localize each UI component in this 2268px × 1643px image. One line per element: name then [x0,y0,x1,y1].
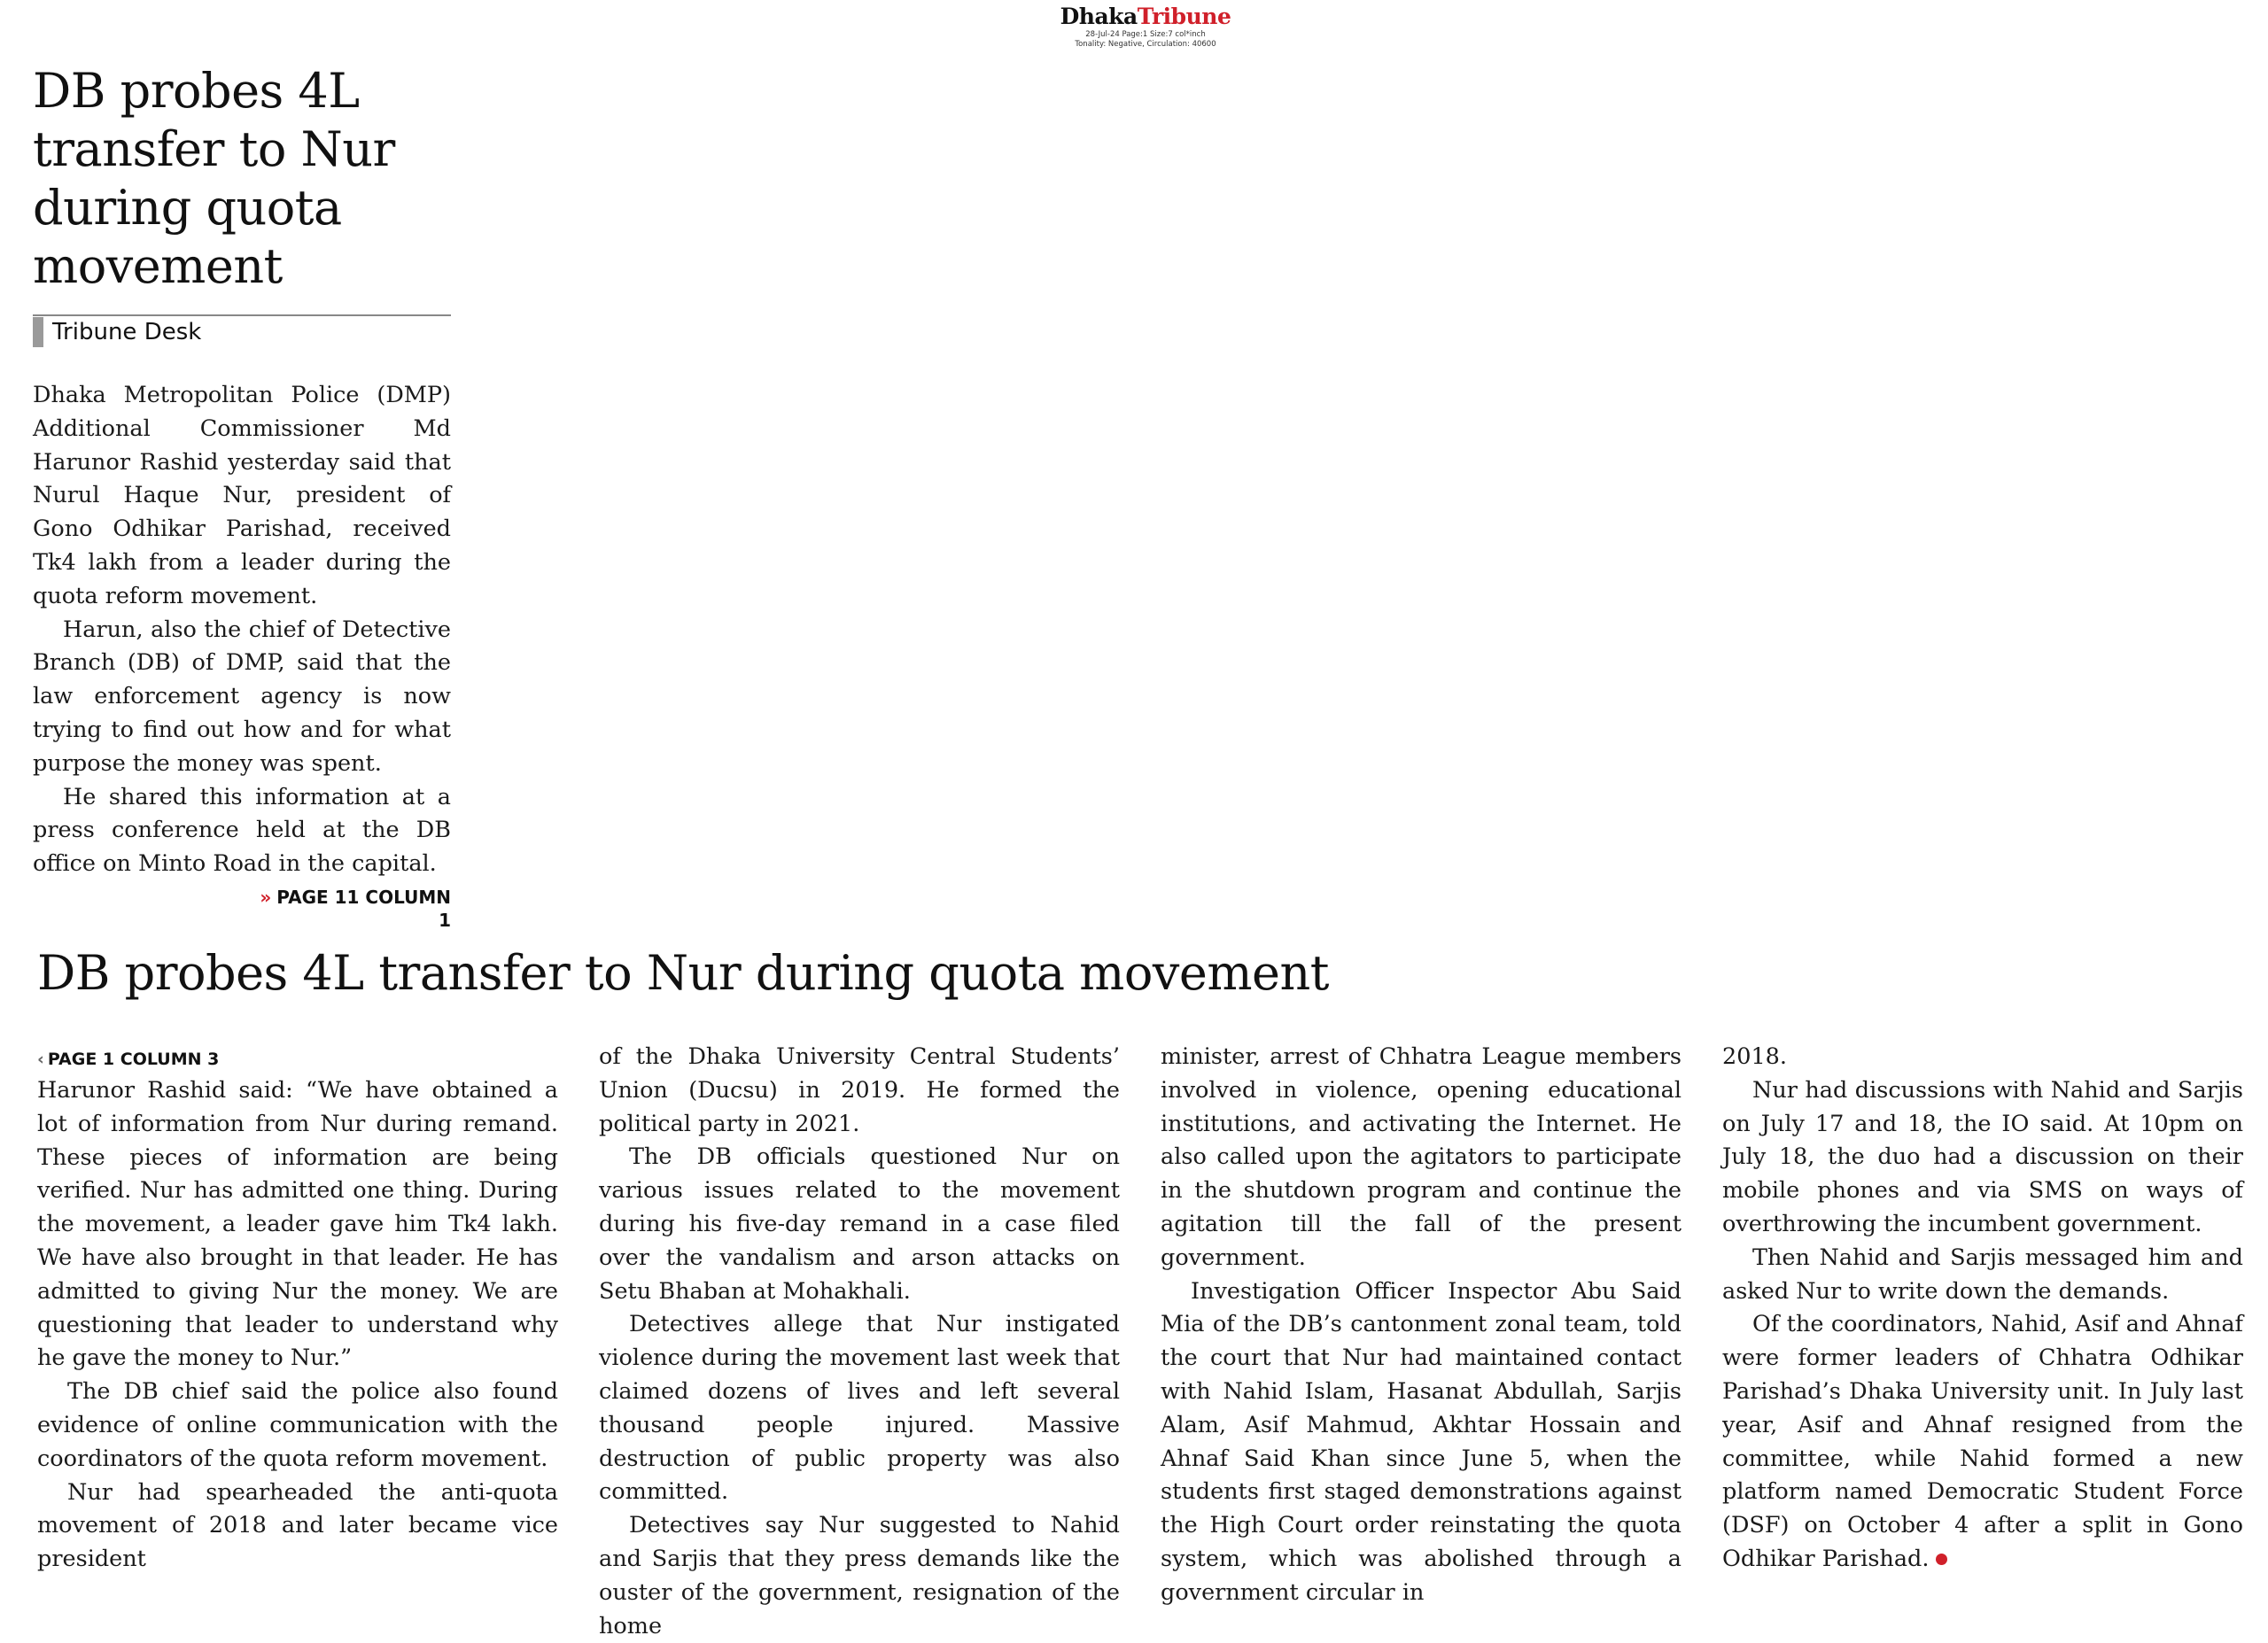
column-paragraph: Investigation Officer Inspector Abu Said Mia of the DB’s cantonment zonal team, told the court that Nur had maintained contact with Nahid Islam, Hasanat Abdullah, Sarjis Alam, Asif Mahmud, Akhtar Hossain and Ahnaf Said Khan since June 5, when the students first staged demonstrations against the High Court order reinstating the quota system, which was abolished through a government circular in [1161,1277,1682,1606]
end-dot-icon [1936,1554,1947,1565]
jump-in-label: PAGE 1 COLUMN 3 [47,1050,220,1069]
masthead [1050,4,1241,50]
column-paragraph: The DB chief said the police also found evidence of online communication with the coordinators of the quota reform movement. [37,1378,558,1472]
logo-tribune: Tribune [1137,4,1231,29]
front-paragraph: He shared this information at a press conference held at the DB office on Minto Road in the capital. [33,783,451,878]
jump-out-label: PAGE 11 COLUMN 1 [276,887,451,931]
byline-divider [33,314,451,316]
continuation-column-2 [599,1041,1120,1643]
front-story-body [33,379,451,881]
continuation-column-1 [37,1074,558,1577]
clipping-meta-line1: 28-Jul-24 Page:1 Size:7 col*inch [1085,30,1206,39]
column-paragraph: Detectives say Nur suggested to Nahid and Sarjis that they press demands like the ouster of the government, resignation of the home [599,1512,1120,1639]
double-chevron-right-icon: » [260,887,272,908]
jump-from-page-1[interactable] [37,1049,219,1070]
column-paragraph: Nur had discussions with Nahid and Sarjis on July 17 and 18, the IO said. At 10pm on July 18, the duo had a discussion on their mobile phones and via SMS on ways of overthrowing the incumbent government. [1722,1076,2243,1237]
byline [33,317,201,347]
column-paragraph: Harunor Rashid said: “We have obtained a lot of information from Nur during remand. These pieces of information are being verified. Nur has admitted one thing. During the movement, a leader gave him Tk4 lakh. We have also brought in that leader. He has admitted to giving Nur the money. We are questioning that leader to understand why he gave the money to Nur.” [37,1077,558,1372]
column-paragraph: 2018. [1722,1043,1788,1070]
column-paragraph: Then Nahid and Sarjis messaged him and asked Nur to write down the demands. [1722,1244,2243,1305]
clipping-meta-line2: Tonality: Negative, Circulation: 40600 [1075,40,1216,49]
column-paragraph: Detectives allege that Nur instigated violence during the movement last week that claimed dozens of lives and left several thousand people injured. Massive destruction of public property was also committed. [599,1311,1120,1506]
byline-bar [33,317,43,347]
column-paragraph: The DB officials questioned Nur on various issues related to the movement during his five-day remand in a case filed over the vandalism and arson attacks on Setu Bhaban at Mohakhali. [599,1143,1120,1305]
byline-text: Tribune Desk [52,319,202,345]
logo-dhaka: Dhaka [1060,4,1138,29]
column-paragraph: Nur had spearheaded the anti-quota movement of 2018 and later became vice president [37,1478,558,1573]
newspaper-logo [1050,4,1241,30]
chevron-left-icon: ‹ [37,1050,44,1069]
final-paragraph-text: Of the coordinators, Nahid, Asif and Ahnaf were former leaders of Chhatra Odhikar Parishad’s Dhaka University unit. In July last year, Asif and Ahnaf resigned from the committee, while Nahid formed a new platform named Democratic Student Force (DSF) on October 4 after a split in Gono Odhikar Parishad. [1722,1311,2243,1572]
front-paragraph: Harun, also the chief of Detective Branch (DB) of DMP, said that the law enforcement agency is now trying to find out how and for what purpose the money was spent. [33,616,451,777]
front-headline: DB probes 4L transfer to Nur during quota movement [33,63,395,294]
column-paragraph: minister, arrest of Chhatra League members involved in violence, opening educational institutions, and activating the Internet. He also called upon the agitators to participate in the shutdown program and continue the agitation till the fall of the present government. [1161,1043,1682,1271]
column-paragraph: of the Dhaka University Central Students’ Union (Ducsu) in 2019. He formed the political party in 2021. [599,1043,1120,1137]
continuation-column-4 [1722,1041,2243,1577]
jump-to-page-11[interactable] [250,886,451,932]
column-paragraph [1722,1308,2243,1576]
front-paragraph: Dhaka Metropolitan Police (DMP) Additional Commissioner Md Harunor Rashid yesterday said that Nurul Haque Nur, president of Gono Odhikar Parishad, received Tk4 lakh from a leader during the quota reform movement. [33,382,451,609]
continuation-column-3 [1161,1041,1682,1610]
continuation-headline: DB probes 4L transfer to Nur during quota movement [37,945,1329,1001]
